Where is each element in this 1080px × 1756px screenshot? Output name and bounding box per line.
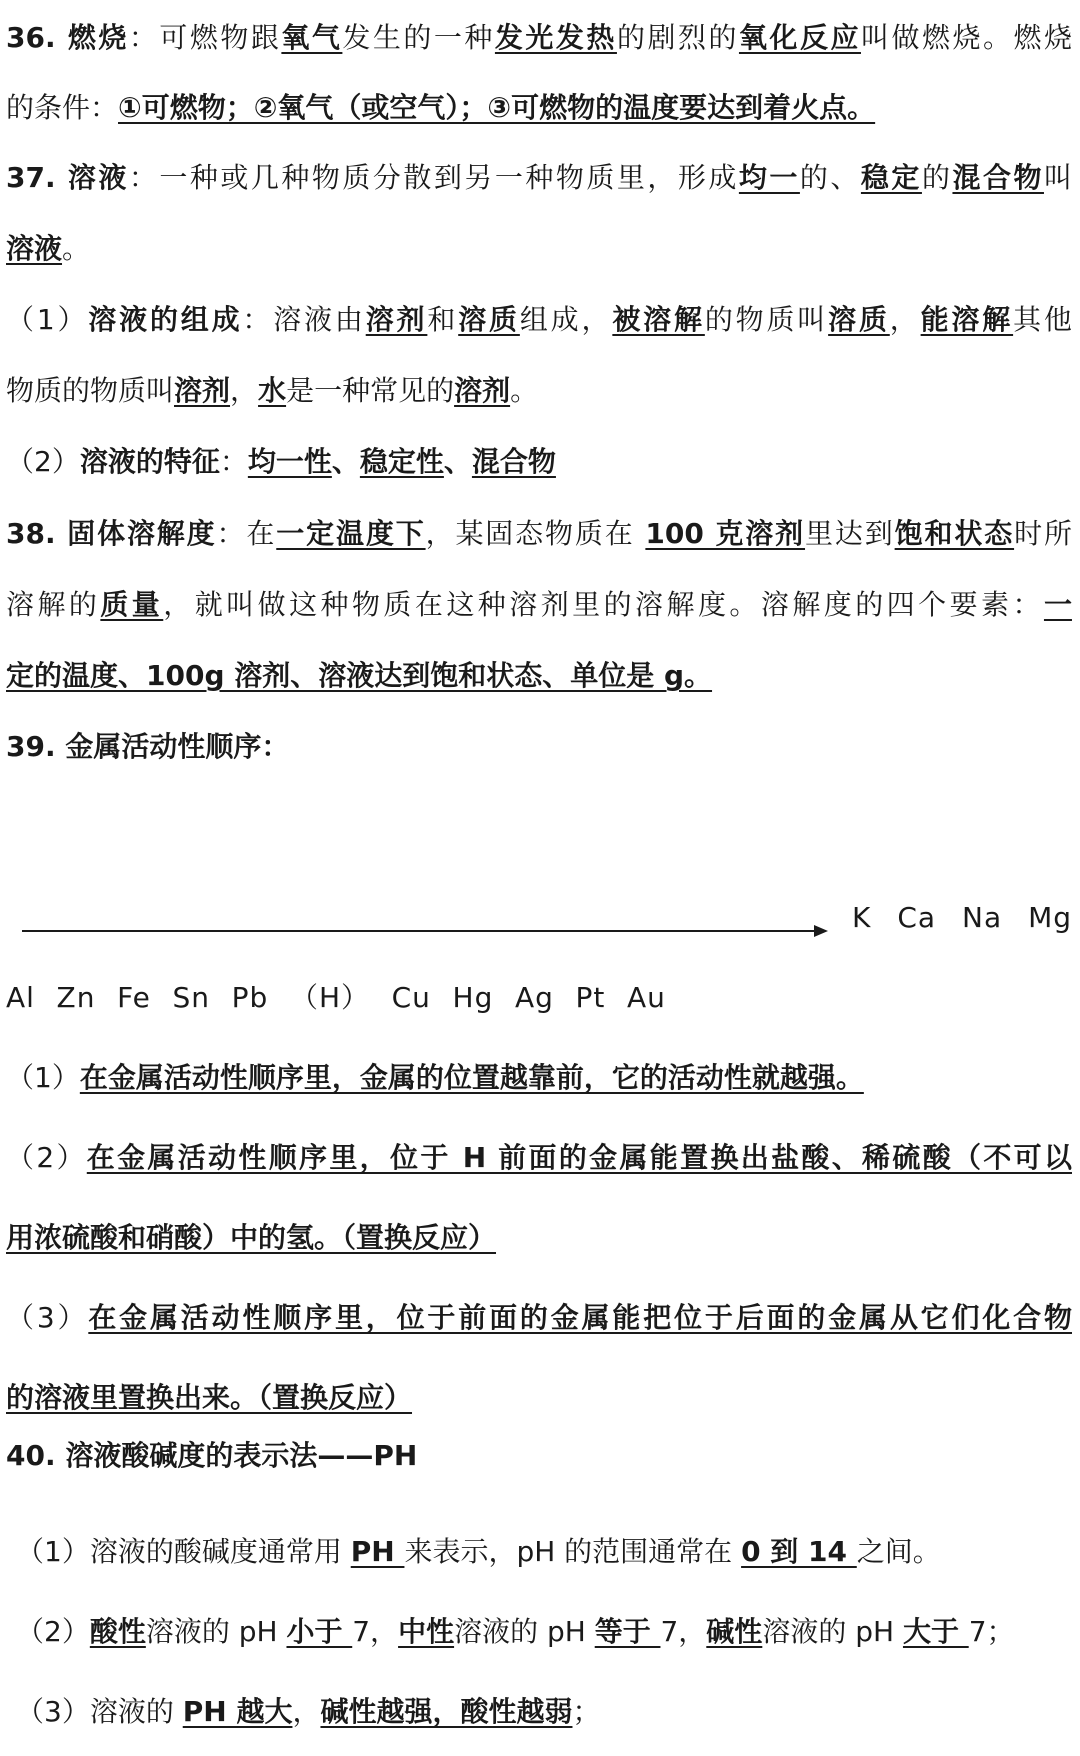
- text: 。: [510, 374, 539, 407]
- key-term: 混合物: [952, 161, 1044, 194]
- s38-line-3: [6, 656, 1072, 696]
- text: 的物质叫: [704, 303, 829, 336]
- key-term: 的溶液里置换出来。（置换反应）: [6, 1381, 413, 1414]
- s39-para-1: [6, 1058, 1072, 1098]
- key-term: 溶剂: [365, 303, 428, 336]
- metals-row-2: [6, 978, 666, 1018]
- key-term: 能溶解: [920, 303, 1014, 336]
- text: ：: [219, 445, 248, 478]
- key-term: 定的温度、100g 溶剂、溶液达到饱和状态、单位是 g。: [6, 659, 713, 692]
- text: 7；: [968, 1615, 1015, 1648]
- s38-line-2: [6, 585, 1072, 625]
- text: 溶液的 pH: [762, 1615, 903, 1648]
- key-term: 稳定性: [359, 445, 444, 478]
- s36-line-2: [6, 88, 1072, 128]
- activity-order-arrow: [22, 914, 828, 948]
- text: 组成，: [519, 303, 613, 336]
- text: 和: [427, 303, 459, 336]
- text: 溶液的 pH: [454, 1615, 595, 1648]
- text: 的: [921, 161, 953, 194]
- item-number: 37.: [6, 161, 68, 194]
- text: ，: [889, 303, 921, 336]
- s39-para-2a: [6, 1138, 1072, 1178]
- sub-number: （1）: [6, 1061, 80, 1094]
- text: ，就叫做这种物质在这种溶剂里的溶解度。溶解度的四个要素：: [163, 588, 1044, 621]
- text: ，: [230, 374, 259, 407]
- text: 叫: [1043, 161, 1072, 194]
- s36-line-1: [6, 18, 1072, 58]
- sub-number: （3）: [16, 1695, 90, 1728]
- s40-title: [6, 1436, 1072, 1476]
- text: 溶液的酸碱度通常用: [89, 1535, 351, 1568]
- sub-number: （1）: [6, 303, 89, 336]
- key-term: 发光发热: [494, 21, 617, 54]
- sub-number: （3）: [6, 1301, 89, 1334]
- key-term: 0 到 14: [741, 1535, 857, 1568]
- key-term: 100 克溶剂: [645, 517, 806, 550]
- text: 时所: [1014, 517, 1072, 550]
- text: 溶液的 pH: [145, 1615, 287, 1648]
- key-term: 大于: [902, 1615, 969, 1648]
- term-heading: 溶液: [67, 161, 129, 194]
- key-term: 溶质: [828, 303, 890, 336]
- s37-line-2: [6, 229, 1072, 269]
- metal-symbol: Mg: [1028, 901, 1072, 934]
- sub-heading: 溶液的组成: [88, 303, 243, 336]
- key-term: 溶质: [458, 303, 520, 336]
- key-term: ①可燃物；②氧气（或空气）；③可燃物的温度要达到着火点。: [118, 91, 876, 124]
- key-term: PH 越大: [182, 1695, 293, 1728]
- text: 溶液的: [89, 1695, 183, 1728]
- item-number: 36.: [6, 21, 68, 54]
- text: 发生的一种: [342, 21, 495, 54]
- text: ：一种或几种物质分散到另一种物质里，形成: [128, 161, 739, 194]
- text: 之间。: [856, 1535, 941, 1568]
- metal-symbol: （H）: [289, 981, 370, 1014]
- text: 物质的物质叫: [6, 374, 175, 407]
- metal-symbol: Hg: [452, 981, 494, 1014]
- text: 。: [62, 232, 91, 265]
- key-term: 混合物: [471, 445, 556, 478]
- metal-symbol: Sn: [172, 981, 211, 1014]
- text: ：可燃物跟: [128, 21, 282, 54]
- key-term: 氧化反应: [738, 21, 861, 54]
- text: ；: [572, 1695, 601, 1728]
- s39-para-2b: [6, 1218, 1072, 1258]
- text: 的剧烈的: [616, 21, 739, 54]
- metal-symbol: K: [852, 901, 872, 934]
- metal-symbol: Cu: [391, 981, 431, 1014]
- key-term: 被溶解: [612, 303, 705, 336]
- text: 、: [443, 445, 472, 478]
- s40-para-1: [6, 1532, 1072, 1572]
- metal-symbol: Ca: [897, 901, 937, 934]
- text: 的、: [799, 161, 861, 194]
- key-term: 中性: [398, 1615, 455, 1648]
- metal-symbol: Al: [6, 981, 35, 1014]
- key-term: 饱和状态: [894, 517, 1015, 550]
- text: 里达到: [805, 517, 895, 550]
- key-term: 酸性: [89, 1615, 146, 1648]
- text: ，某固态物质在: [425, 517, 646, 550]
- metal-symbol: Zn: [56, 981, 96, 1014]
- metal-symbol: Na: [962, 901, 1003, 934]
- item-number: 39.: [6, 730, 66, 763]
- key-term: 在金属活动性顺序里，位于前面的金属能把位于后面的金属从它们化合物: [88, 1301, 1072, 1334]
- sub-heading: 溶液的特征: [79, 445, 220, 478]
- sub-number: （2）: [16, 1615, 90, 1648]
- s40-para-3: [6, 1692, 1072, 1732]
- key-term: 用浓硫酸和硝酸）中的氢。（置换反应）: [6, 1221, 497, 1254]
- text: 、: [331, 445, 360, 478]
- text: 其他: [1013, 303, 1072, 336]
- term-heading: 金属活动性顺序：: [65, 730, 290, 763]
- key-term: 氧气: [281, 21, 343, 54]
- s40-para-2: [6, 1612, 1072, 1652]
- text: 溶解的: [6, 588, 101, 621]
- s39-para-3b: [6, 1378, 1072, 1418]
- key-term: 质量: [100, 588, 164, 621]
- text: ，: [292, 1695, 321, 1728]
- term-heading: 溶液酸碱度的表示法——PH: [65, 1439, 418, 1472]
- key-term: 等于: [594, 1615, 661, 1648]
- key-term: 碱性: [706, 1615, 763, 1648]
- sub-number: （1）: [16, 1535, 90, 1568]
- term-heading: 固体溶解度: [67, 517, 217, 550]
- metal-symbol: Ag: [514, 981, 554, 1014]
- key-term: PH: [350, 1535, 405, 1568]
- key-term: 在金属活动性顺序里，位于 H 前面的金属能置换出盐酸、稀硫酸（不可以: [86, 1141, 1072, 1174]
- sub-number: （2）: [6, 1141, 87, 1174]
- text: 叫做燃烧。燃烧: [860, 21, 1072, 54]
- s37-line-1: [6, 158, 1072, 198]
- text: 是一种常见的: [286, 374, 455, 407]
- text: ：溶液由: [242, 303, 366, 336]
- term-heading: 燃烧: [67, 21, 129, 54]
- s37-para-1b: [6, 371, 1072, 411]
- metal-symbol: Pb: [231, 981, 269, 1014]
- key-term: 溶液: [6, 232, 63, 265]
- metals-row-1: [852, 898, 1072, 938]
- key-term: 水: [258, 374, 287, 407]
- sub-number: （2）: [6, 445, 80, 478]
- key-term: 一: [1043, 588, 1072, 621]
- s38-line-1: [6, 514, 1072, 554]
- key-term: 溶剂: [174, 374, 231, 407]
- text: 7，: [352, 1615, 399, 1648]
- metal-symbol: Au: [626, 981, 666, 1014]
- metal-symbol: Pt: [575, 981, 606, 1014]
- key-term: 溶剂: [454, 374, 511, 407]
- s37-para-1a: [6, 300, 1072, 340]
- s39-para-3a: [6, 1298, 1072, 1338]
- key-term: 稳定: [860, 161, 922, 194]
- key-term: 碱性越强，酸性越弱: [320, 1695, 573, 1728]
- item-number: 38.: [6, 517, 68, 550]
- item-number: 40.: [6, 1439, 66, 1472]
- text: 来表示，pH 的范围通常在: [404, 1535, 742, 1568]
- key-term: 均一: [738, 161, 800, 194]
- key-term: 一定温度下: [276, 517, 426, 550]
- text: 7，: [660, 1615, 707, 1648]
- s37-para-2: [6, 442, 1072, 482]
- text: ：在: [216, 517, 277, 550]
- key-term: 在金属活动性顺序里，金属的位置越靠前，它的活动性就越强。: [79, 1061, 864, 1094]
- s39-title: [6, 727, 1072, 767]
- key-term: 小于: [286, 1615, 353, 1648]
- text: 的条件：: [6, 91, 119, 124]
- metal-symbol: Fe: [117, 981, 151, 1014]
- key-term: 均一性: [247, 445, 332, 478]
